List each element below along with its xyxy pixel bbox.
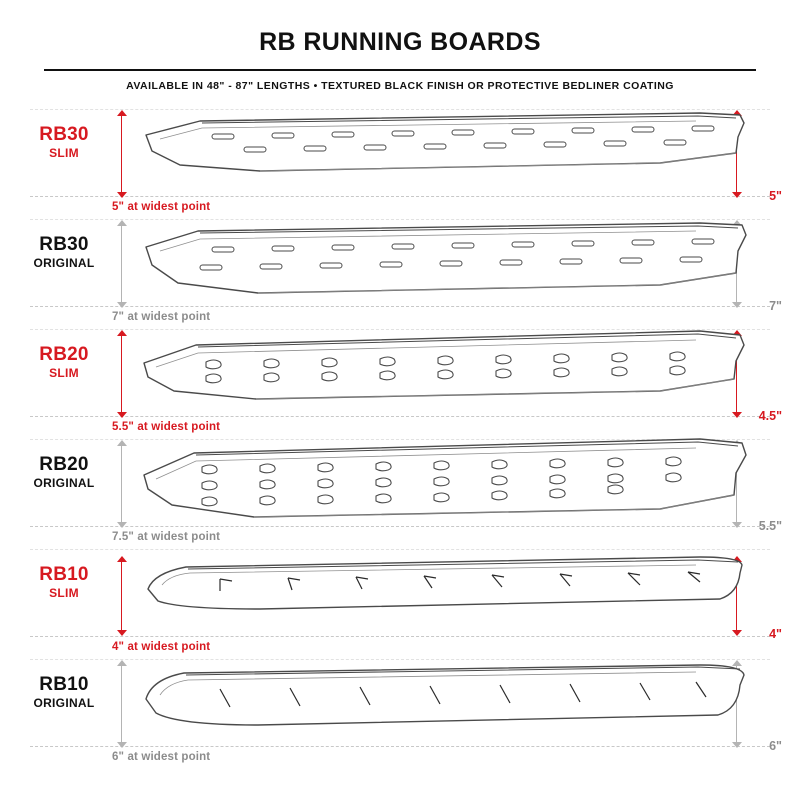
baseline-dashed [30, 306, 770, 307]
model-name: RB10 [39, 564, 89, 585]
baseline-dashed [30, 196, 770, 197]
board-row-rb10-slim [0, 545, 800, 655]
header [0, 0, 800, 92]
label-rb10-slim [18, 565, 110, 600]
model-name: RB30 [39, 234, 89, 255]
height-label: 5.5" [758, 519, 782, 533]
model-name: RB10 [39, 674, 89, 695]
widest-point-label: 7.5" at widest point [112, 531, 221, 543]
height-label: 4" [769, 627, 782, 641]
label-rb20-slim [18, 345, 110, 380]
variant-name: SLIM [49, 585, 79, 600]
board-row-rb30-slim [0, 105, 800, 215]
board-illustration-rb30-original [140, 217, 750, 301]
arrow-head-down-icon [117, 302, 127, 308]
baseline-dashed [30, 416, 770, 417]
variant-name: SLIM [49, 145, 79, 160]
arrow-head-down-icon [117, 630, 127, 636]
left-height-arrow [117, 221, 127, 307]
board-illustration-rb20-slim [140, 329, 750, 405]
variant-name: SLIM [49, 365, 79, 380]
board-illustration-rb10-slim [140, 555, 750, 617]
arrow-head-down-icon [732, 192, 742, 198]
baseline-dashed [30, 526, 770, 527]
label-rb10-original [18, 675, 110, 710]
label-rb30-original [18, 235, 110, 270]
height-label: 6" [769, 739, 782, 753]
arrow-head-down-icon [732, 742, 742, 748]
board-row-rb20-original [0, 435, 800, 545]
widest-point-label: 7" at widest point [112, 311, 211, 323]
arrow-head-down-icon [117, 742, 127, 748]
arrow-head-down-icon [732, 412, 742, 418]
topline-dashed [30, 659, 770, 660]
label-rb20-original [18, 455, 110, 490]
baseline-dashed [30, 746, 770, 747]
board-illustration-rb30-slim [140, 109, 750, 179]
model-name: RB20 [39, 454, 89, 475]
widest-point-label: 6" at widest point [112, 751, 211, 763]
variant-name: ORIGINAL [33, 695, 95, 710]
model-name: RB30 [39, 124, 89, 145]
left-height-arrow [117, 111, 127, 197]
widest-point-label: 5" at widest point [112, 201, 211, 213]
arrow-head-down-icon [117, 522, 127, 528]
label-rb30-slim [18, 125, 110, 160]
arrow-shaft [121, 221, 122, 307]
arrow-head-down-icon [117, 192, 127, 198]
arrow-shaft [121, 557, 122, 635]
height-label: 4.5" [758, 409, 782, 423]
board-illustration-rb10-original [140, 663, 750, 735]
baseline-dashed [30, 636, 770, 637]
board-row-rb10-original [0, 655, 800, 765]
widest-point-label: 5.5" at widest point [112, 421, 221, 433]
arrow-head-down-icon [732, 630, 742, 636]
left-height-arrow [117, 661, 127, 747]
board-illustration-rb20-original [140, 437, 750, 525]
arrow-shaft [121, 441, 122, 527]
left-height-arrow [117, 441, 127, 527]
arrow-shaft [121, 111, 122, 197]
variant-name: ORIGINAL [33, 255, 95, 270]
variant-name: ORIGINAL [33, 475, 95, 490]
topline-dashed [30, 549, 770, 550]
arrow-head-down-icon [732, 302, 742, 308]
widest-point-label: 4" at widest point [112, 641, 211, 653]
height-label: 5" [769, 189, 782, 203]
board-row-rb20-slim [0, 325, 800, 435]
header-subtitle: AVAILABLE IN 48" - 87" LENGTHS • TEXTURED BLACK FINISH OR PROTECTIVE BEDLINER COATING [126, 80, 674, 92]
board-row-rb30-original [0, 215, 800, 325]
page-title: RB RUNNING BOARDS [259, 28, 541, 56]
left-height-arrow [117, 331, 127, 417]
title-divider [44, 69, 756, 71]
left-height-arrow [117, 557, 127, 635]
model-name: RB20 [39, 344, 89, 365]
board-rows [0, 105, 800, 765]
height-label: 7" [769, 299, 782, 313]
arrow-head-down-icon [117, 412, 127, 418]
arrow-shaft [121, 661, 122, 747]
arrow-shaft [121, 331, 122, 417]
